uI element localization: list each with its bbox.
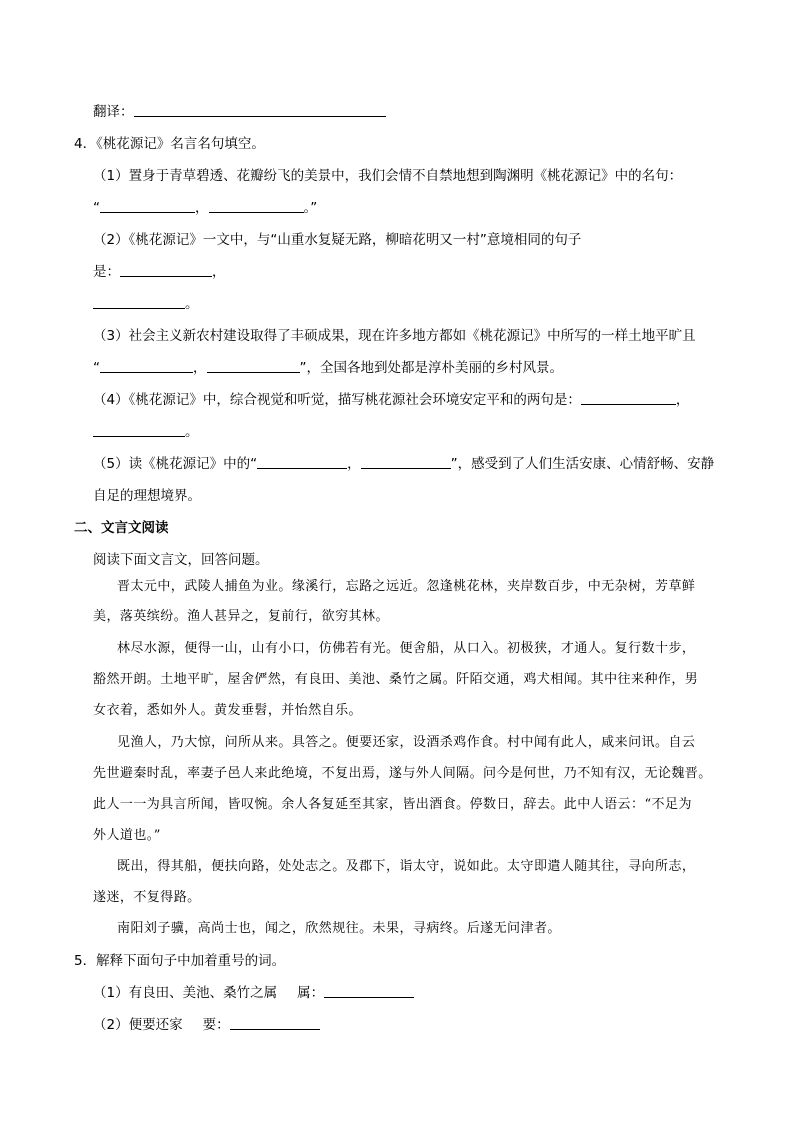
answer-blank[interactable] xyxy=(257,455,347,469)
answer-blank[interactable] xyxy=(209,199,304,213)
passage-line: 外人道也。” xyxy=(93,828,161,843)
answer-blank[interactable] xyxy=(100,359,193,373)
answer-blank[interactable] xyxy=(207,359,300,373)
q5-item: （2）便要还家 要： xyxy=(93,1016,320,1034)
q4-part3-line2: “ ， ”，全国各地到处都是淳朴美丽的乡村风景。 xyxy=(93,360,563,376)
passage-line: 先世避秦时乱，率妻子邑人来此绝境，不复出焉，遂与外人间隔。问今是何世，乃不知有汉，无论魏晋。 xyxy=(93,766,712,781)
translation-line xyxy=(93,103,386,121)
passage-line: 既出，得其船，便扶向路，处处志之。及郡下，诣太守，说如此。太守即遣人随其往，寻向所志， xyxy=(117,859,696,874)
answer-blank[interactable] xyxy=(100,199,195,213)
passage-line: 林尽水源，便得一山，山有小口，仿佛若有光。便舍船，从口入。初极狭，才通人。复行数十步， xyxy=(117,641,696,656)
q4-part2-line3: 。 xyxy=(93,295,199,313)
section-2-heading: 二、文言文阅读 xyxy=(74,520,169,536)
q4-part2-text: （2）《桃花源记》一文中，与“山重水复疑无路，柳暗花明又一村”意境相同的句子 xyxy=(93,232,582,248)
question-4-title: 4．《桃花源记》名言名句填空。 xyxy=(74,136,265,152)
passage-line: 女衣着，悉如外人。黄发垂髫，并怡然自乐。 xyxy=(93,703,363,718)
q4-part4-line2: 。 xyxy=(93,423,199,441)
question-5-title: 5．解释下面句子中加着重号的词。 xyxy=(74,953,286,969)
passage-line: 见渔人，乃大惊，问所从来。具答之。便要还家，设酒杀鸡作食。村中闻有此人，咸来问讯。自云 xyxy=(117,735,696,750)
passage-line: 豁然开朗。土地平旷，屋舍俨然，有良田、美池、桑竹之属。阡陌交通，鸡犬相闻。其中往来种作，男 xyxy=(93,672,699,687)
passage-line: 晋太元中，武陵人捕鱼为业。缘溪行，忘路之远近。忽逢桃花林，夹岸数百步，中无杂树，芳草鲜 xyxy=(117,579,696,594)
answer-blank[interactable] xyxy=(324,984,414,998)
answer-blank[interactable] xyxy=(93,423,185,437)
passage-line: 此人一一为具言所闻，皆叹惋。余人各复延至其家，皆出酒食。停数日，辞去。此中人语云：“不足为 xyxy=(93,797,692,812)
q4-part5-line1: （5）读《桃花源记》中的“ ， ”，感受到了人们生活安康、心情舒畅、安静 xyxy=(93,456,715,472)
answer-blank[interactable] xyxy=(581,391,676,405)
q4-part1-text: （1）置身于青草碧透、花瓣纷飞的美景中，我们会情不自禁地想到陶渊明《桃花源记》中的名句： xyxy=(93,168,683,184)
translation-label: 翻译： xyxy=(93,104,134,120)
q4-part4-line1: （4）《桃花源记》中，综合视觉和听觉，描写桃花源社会环境安定平和的两句是： ， xyxy=(93,392,690,408)
answer-blank[interactable] xyxy=(230,1016,320,1030)
q4-part1-blanks: “ ， 。” xyxy=(93,200,318,216)
q5-item: （1）有良田、美池、桑竹之属 属： xyxy=(93,984,414,1002)
passage-line: 遂迷，不复得路。 xyxy=(93,890,201,905)
section-2-instruction: 阅读下面文言文，回答问题。 xyxy=(93,552,269,568)
q4-part3-text: （3）社会主义新农村建设取得了丰硕成果，现在许多地方都如《桃花源记》中所写的一样土地平旷且 xyxy=(93,328,696,344)
answer-blank[interactable] xyxy=(134,103,386,117)
answer-blank[interactable] xyxy=(361,455,451,469)
passage-line: 美，落英缤纷。渔人甚异之，复前行，欲穷其林。 xyxy=(93,609,389,624)
passage-line: 南阳刘子骥，高尚士也，闻之，欣然规往。未果，寻病终。后遂无问津者。 xyxy=(117,921,561,936)
q4-part2-line2: 是： ， xyxy=(93,264,226,280)
answer-blank[interactable] xyxy=(93,295,185,309)
answer-blank[interactable] xyxy=(120,263,212,277)
q4-part5-line2: 自足的理想境界。 xyxy=(93,488,201,504)
